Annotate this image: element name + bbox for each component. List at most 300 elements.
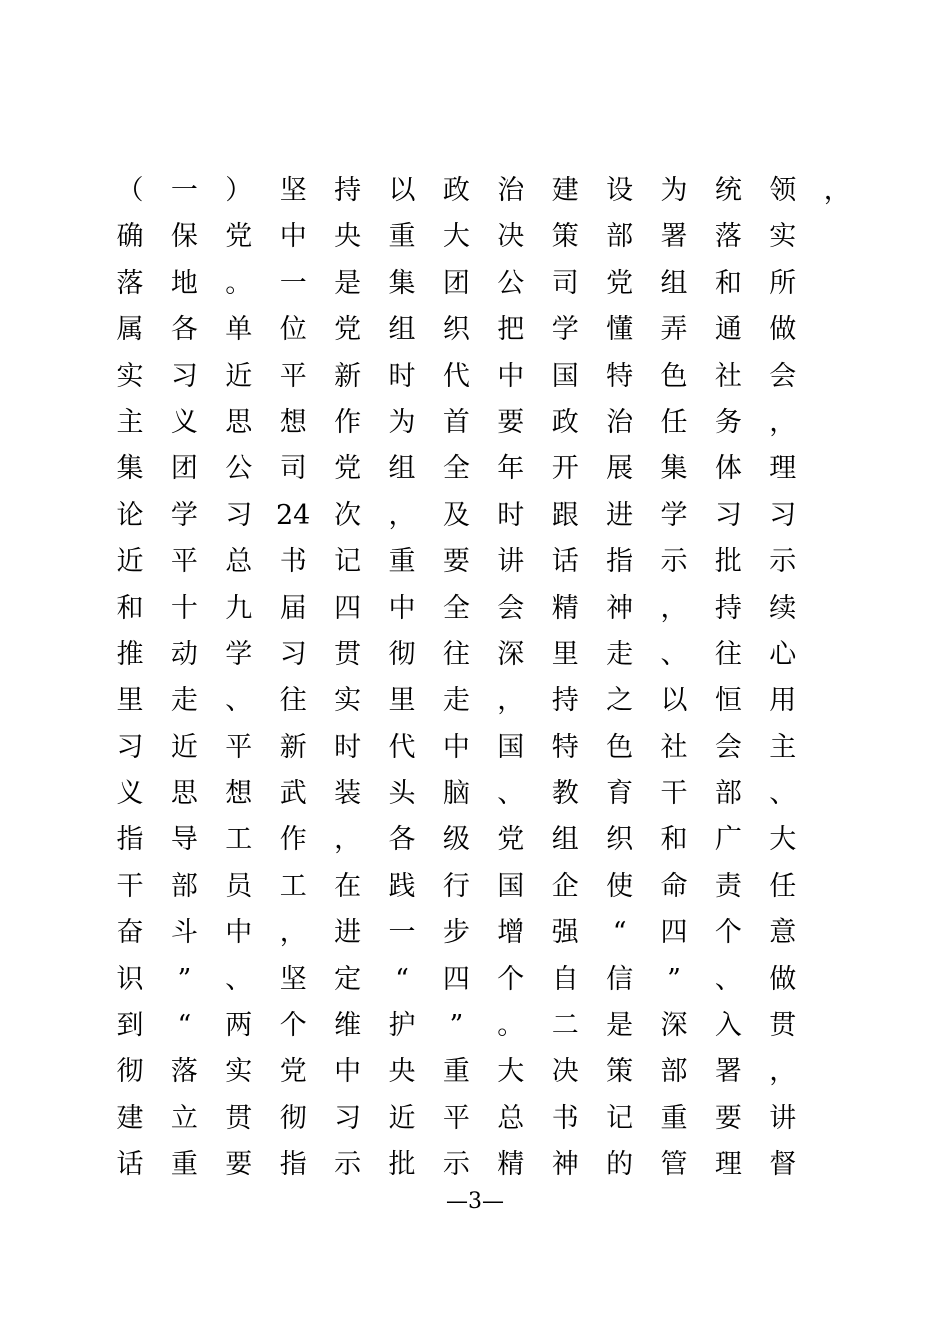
text-char: 责	[714, 870, 742, 902]
text-char: 地	[170, 267, 198, 299]
text-char: 讲	[497, 546, 525, 578]
text-char: 公	[497, 267, 525, 299]
text-char: 大	[497, 1056, 525, 1088]
text-char: 习	[225, 499, 253, 531]
text-line	[110, 1096, 870, 1142]
text-char: 公	[225, 453, 253, 485]
text-char: 部	[660, 1056, 688, 1088]
text-char: 主	[769, 731, 797, 763]
text-char: 及	[442, 499, 470, 531]
text-char: 推	[116, 638, 144, 670]
text-char: 把	[497, 314, 525, 346]
text-char: 实	[116, 360, 144, 392]
text-line	[110, 214, 870, 260]
text-char: 学	[660, 499, 688, 531]
text-char: 走	[442, 685, 470, 717]
text-char: 署	[660, 221, 688, 253]
text-line	[110, 307, 870, 353]
text-char: 精	[497, 1149, 525, 1181]
text-char: 国	[497, 731, 525, 763]
text-char: 指	[606, 546, 634, 578]
text-char: 重	[388, 221, 416, 253]
text-char: 示	[769, 546, 797, 578]
text-char: 彻	[388, 638, 416, 670]
text-line	[110, 1003, 870, 1049]
text-char: 使	[606, 870, 634, 902]
text-char: 神	[551, 1149, 579, 1181]
text-char: 党	[334, 314, 362, 346]
text-char: 展	[606, 453, 634, 485]
text-char: 护	[388, 1010, 416, 1042]
text-char: 示	[334, 1149, 362, 1181]
text-char: 司	[279, 453, 307, 485]
text-char: 、	[660, 638, 688, 670]
text-char: 要	[497, 406, 525, 438]
text-char: 自	[551, 963, 579, 995]
text-char: 党	[279, 1056, 307, 1088]
text-char: 近	[388, 1102, 416, 1134]
text-char: 代	[442, 360, 470, 392]
text-char: 立	[170, 1102, 198, 1134]
text-char: 重	[388, 546, 416, 578]
text-char: 定	[334, 963, 362, 995]
text-char: 奋	[116, 917, 144, 949]
text-char: 会	[769, 360, 797, 392]
page-number: —3—	[446, 1189, 504, 1214]
text-char: ，	[823, 175, 851, 206]
text-char: 平	[225, 731, 253, 763]
text-char: 四	[660, 917, 688, 949]
text-char: 走	[606, 638, 634, 670]
text-char: 主	[116, 406, 144, 438]
text-char: 总	[497, 1102, 525, 1134]
text-char: 组	[388, 453, 416, 485]
text-char: 代	[388, 731, 416, 763]
text-char: 书	[279, 546, 307, 578]
text-char: 进	[334, 917, 362, 949]
text-char: ，	[497, 685, 525, 717]
text-char: 批	[388, 1149, 416, 1181]
text-char: 习	[714, 499, 742, 531]
text-char: “	[612, 917, 627, 949]
text-char: 动	[170, 638, 198, 670]
text-char: 彻	[116, 1056, 144, 1088]
text-char: 国	[497, 870, 525, 902]
text-char: 务	[714, 406, 742, 438]
text-char: 十	[170, 592, 198, 624]
text-char: ”	[449, 1010, 464, 1042]
text-char: 会	[497, 592, 525, 624]
text-char: 届	[279, 592, 307, 624]
text-char: 部	[170, 870, 198, 902]
text-char: 一	[279, 267, 307, 299]
text-char: 深	[497, 638, 525, 670]
text-char: 坚	[279, 175, 307, 206]
text-char: 里	[551, 638, 579, 670]
text-char: 贯	[769, 1010, 797, 1042]
text-char: 管	[660, 1149, 688, 1181]
text-char: 武	[279, 778, 307, 810]
text-char: 实	[225, 1056, 253, 1088]
text-char: 作	[279, 824, 307, 856]
text-char: 恒	[714, 685, 742, 717]
text-char: 装	[334, 778, 362, 810]
text-char: 的	[606, 1149, 634, 1181]
text-char: 维	[334, 1010, 362, 1042]
text-char: 个	[497, 963, 525, 995]
text-char: 建	[116, 1102, 144, 1134]
text-line	[110, 817, 870, 863]
text-char: 决	[551, 1056, 579, 1088]
text-char: 企	[551, 870, 579, 902]
text-char: 理	[714, 1149, 742, 1181]
text-char: 步	[442, 917, 470, 949]
text-line	[110, 168, 870, 214]
text-char: 四	[334, 592, 362, 624]
text-char: ”	[667, 963, 681, 995]
text-char: 组	[388, 314, 416, 346]
text-char: 行	[442, 870, 470, 902]
text-char: 24	[276, 499, 311, 531]
text-char: 以	[388, 175, 416, 206]
text-char: 员	[225, 870, 253, 902]
text-char: 习	[170, 360, 198, 392]
text-char: 个	[279, 1010, 307, 1042]
text-char: ，	[769, 406, 797, 438]
text-line	[110, 261, 870, 307]
text-char: 央	[334, 221, 362, 253]
text-char: 实	[334, 685, 362, 717]
text-char: 头	[388, 778, 416, 810]
text-char: 到	[116, 1010, 144, 1042]
text-char: 信	[606, 963, 634, 995]
text-char: 增	[497, 917, 525, 949]
text-char: 贯	[334, 638, 362, 670]
text-char: 任	[660, 406, 688, 438]
text-char: ，	[334, 824, 362, 856]
text-char: 督	[769, 1149, 797, 1181]
text-char: 工	[279, 870, 307, 902]
text-char: 彻	[279, 1102, 307, 1134]
text-char: 工	[225, 824, 253, 856]
text-char: 在	[334, 870, 362, 902]
text-char: 央	[388, 1056, 416, 1088]
text-char: 。	[497, 1010, 525, 1042]
text-char: 、	[714, 963, 742, 995]
text-char: 策	[606, 1056, 634, 1088]
text-char: 中	[279, 221, 307, 253]
text-line	[110, 446, 870, 492]
text-char: 落	[714, 221, 742, 253]
text-char: 各	[388, 824, 416, 856]
text-char: 神	[606, 592, 634, 624]
text-char: 里	[116, 685, 144, 717]
text-char: 集	[116, 453, 144, 485]
text-char: 往	[279, 685, 307, 717]
text-char: 属	[116, 314, 144, 346]
text-char: 近	[116, 546, 144, 578]
text-char: 四	[442, 963, 470, 995]
text-char: 实	[769, 221, 797, 253]
text-char: 论	[116, 499, 144, 531]
text-char: 色	[660, 360, 688, 392]
text-char: 特	[551, 731, 579, 763]
text-char: 落	[170, 1056, 198, 1088]
text-char: 践	[388, 870, 416, 902]
text-line	[110, 400, 870, 446]
text-char: 个	[714, 917, 742, 949]
text-char: 和	[714, 267, 742, 299]
text-char: 精	[551, 592, 579, 624]
text-char: 心	[769, 638, 797, 670]
text-char: 学	[170, 499, 198, 531]
text-char: 党	[225, 221, 253, 253]
text-char: 懂	[606, 314, 634, 346]
text-char: 贯	[225, 1102, 253, 1134]
text-char: 平	[442, 1102, 470, 1134]
text-char: 社	[660, 731, 688, 763]
text-char: 集	[660, 453, 688, 485]
text-char: 批	[714, 546, 742, 578]
text-char: 开	[551, 453, 579, 485]
text-char: 进	[606, 499, 634, 531]
text-char: 平	[170, 546, 198, 578]
text-char: 重	[442, 1056, 470, 1088]
text-char: 为	[388, 406, 416, 438]
text-char: 干	[660, 778, 688, 810]
text-char: 指	[279, 1149, 307, 1181]
text-char: 总	[225, 546, 253, 578]
text-char: 、	[769, 778, 797, 810]
text-char: 集	[388, 267, 416, 299]
text-char: 是	[606, 1010, 634, 1042]
text-char: 作	[334, 406, 362, 438]
text-char: 导	[170, 824, 198, 856]
text-char: 义	[170, 406, 198, 438]
text-char: 中	[225, 917, 253, 949]
text-char: 党	[606, 267, 634, 299]
text-char: 命	[660, 870, 688, 902]
text-char: 团	[442, 267, 470, 299]
text-char: 重	[170, 1149, 198, 1181]
text-char: 书	[551, 1102, 579, 1134]
text-char: 国	[551, 360, 579, 392]
text-char: 学	[225, 638, 253, 670]
text-line	[110, 864, 870, 910]
text-char: 广	[714, 824, 742, 856]
text-char: 习	[769, 499, 797, 531]
text-char: 组	[660, 267, 688, 299]
text-char: 、	[497, 778, 525, 810]
text-char: 为	[660, 175, 688, 206]
text-char: 统	[714, 175, 742, 206]
text-char: 话	[116, 1149, 144, 1181]
text-line	[110, 354, 870, 400]
text-char: 往	[714, 638, 742, 670]
text-char: 级	[442, 824, 470, 856]
text-char: 记	[334, 546, 362, 578]
text-char: 司	[551, 267, 579, 299]
text-char: 各	[170, 314, 198, 346]
text-char: 持	[714, 592, 742, 624]
text-char: 所	[769, 267, 797, 299]
text-char: 重	[660, 1102, 688, 1134]
text-char: 用	[769, 685, 797, 717]
text-line	[110, 1049, 870, 1095]
text-char: 近	[225, 360, 253, 392]
text-char: 要	[714, 1102, 742, 1134]
text-char: ”	[177, 963, 192, 995]
text-char: 强	[551, 917, 579, 949]
text-char: 要	[225, 1149, 253, 1181]
text-char: 记	[606, 1102, 634, 1134]
text-char: 之	[606, 685, 634, 717]
text-char: 九	[225, 592, 253, 624]
text-char: 首	[442, 406, 470, 438]
text-char: 走	[170, 685, 198, 717]
text-char: 设	[606, 175, 634, 206]
text-line	[110, 678, 870, 724]
text-char: 领	[769, 175, 797, 206]
text-char: 示	[442, 1149, 470, 1181]
text-char: ）	[225, 175, 253, 206]
text-char: 时	[334, 731, 362, 763]
text-char: 续	[769, 592, 797, 624]
text-char: 跟	[551, 499, 579, 531]
text-char: 和	[116, 592, 144, 624]
text-line	[110, 771, 870, 817]
text-char: 新	[279, 731, 307, 763]
text-char: 想	[279, 406, 307, 438]
body-text	[110, 168, 870, 1189]
text-char: 示	[660, 546, 688, 578]
text-char: 任	[769, 870, 797, 902]
text-char: 新	[334, 360, 362, 392]
text-line	[110, 539, 870, 585]
text-char: ，	[279, 917, 307, 949]
text-char: 持	[551, 685, 579, 717]
text-char: 中	[497, 360, 525, 392]
text-char: 和	[660, 824, 688, 856]
text-char: 习	[279, 638, 307, 670]
text-char: ，	[388, 499, 416, 531]
text-char: 、	[225, 963, 253, 995]
text-char: 讲	[769, 1102, 797, 1134]
text-char: 弄	[660, 314, 688, 346]
text-char: 社	[714, 360, 742, 392]
text-char: 深	[660, 1010, 688, 1042]
text-char: 做	[769, 314, 797, 346]
text-char: 全	[442, 592, 470, 624]
text-char: 色	[606, 731, 634, 763]
text-char: 平	[279, 360, 307, 392]
text-line	[110, 586, 870, 632]
text-char: 话	[551, 546, 579, 578]
text-line	[110, 957, 870, 1003]
text-char: 坚	[279, 963, 307, 995]
text-char: 二	[551, 1010, 579, 1042]
text-char: 织	[606, 824, 634, 856]
text-char: 时	[388, 360, 416, 392]
text-char: 中	[442, 731, 470, 763]
text-char: 政	[442, 175, 470, 206]
text-char: 教	[551, 778, 579, 810]
text-char: 部	[714, 778, 742, 810]
text-char: 习	[334, 1102, 362, 1134]
text-char: 学	[551, 314, 579, 346]
text-char: 建	[551, 175, 579, 206]
text-char: 脑	[442, 778, 470, 810]
text-char: 以	[660, 685, 688, 717]
text-char: 全	[442, 453, 470, 485]
text-char: 干	[116, 870, 144, 902]
text-char: 织	[442, 314, 470, 346]
text-char: 落	[116, 267, 144, 299]
text-char: 部	[606, 221, 634, 253]
text-char: 年	[497, 453, 525, 485]
text-char: 、	[225, 685, 253, 717]
text-char: “	[395, 963, 409, 995]
text-char: 育	[606, 778, 634, 810]
text-char: 署	[714, 1056, 742, 1088]
text-char: 想	[225, 778, 253, 810]
text-char: 通	[714, 314, 742, 346]
text-char: 思	[225, 406, 253, 438]
text-char: 两	[225, 1010, 253, 1042]
text-char: 党	[334, 453, 362, 485]
text-char: 时	[497, 499, 525, 531]
text-char: 一	[170, 175, 198, 206]
text-char: 大	[442, 221, 470, 253]
text-line	[110, 1142, 870, 1188]
text-char: （	[116, 175, 144, 206]
text-char: 一	[388, 917, 416, 949]
text-char: 意	[769, 917, 797, 949]
text-char: 斗	[170, 917, 198, 949]
text-line	[110, 725, 870, 771]
text-char: ，	[660, 592, 688, 624]
text-char: 中	[334, 1056, 362, 1088]
text-char: 近	[170, 731, 198, 763]
text-line	[110, 910, 870, 956]
text-char: 识	[116, 963, 144, 995]
text-char: 保	[170, 221, 198, 253]
text-line	[110, 632, 870, 678]
text-char: 政	[551, 406, 579, 438]
text-char: 做	[769, 963, 797, 995]
text-char: 理	[769, 453, 797, 485]
text-char: 义	[116, 778, 144, 810]
text-char: 决	[497, 221, 525, 253]
text-char: 组	[551, 824, 579, 856]
text-char: 特	[606, 360, 634, 392]
text-char: 持	[334, 175, 362, 206]
text-char: 要	[442, 546, 470, 578]
text-char: 策	[551, 221, 579, 253]
text-char: 体	[714, 453, 742, 485]
text-char: 会	[714, 731, 742, 763]
text-char: 里	[388, 685, 416, 717]
text-char: 团	[170, 453, 198, 485]
text-char: 入	[714, 1010, 742, 1042]
text-char: 往	[442, 638, 470, 670]
text-char: 习	[116, 731, 144, 763]
text-char: 是	[334, 267, 362, 299]
text-char: 次	[334, 499, 362, 531]
text-char: 党	[497, 824, 525, 856]
text-char: 确	[116, 221, 144, 253]
text-char: 大	[769, 824, 797, 856]
